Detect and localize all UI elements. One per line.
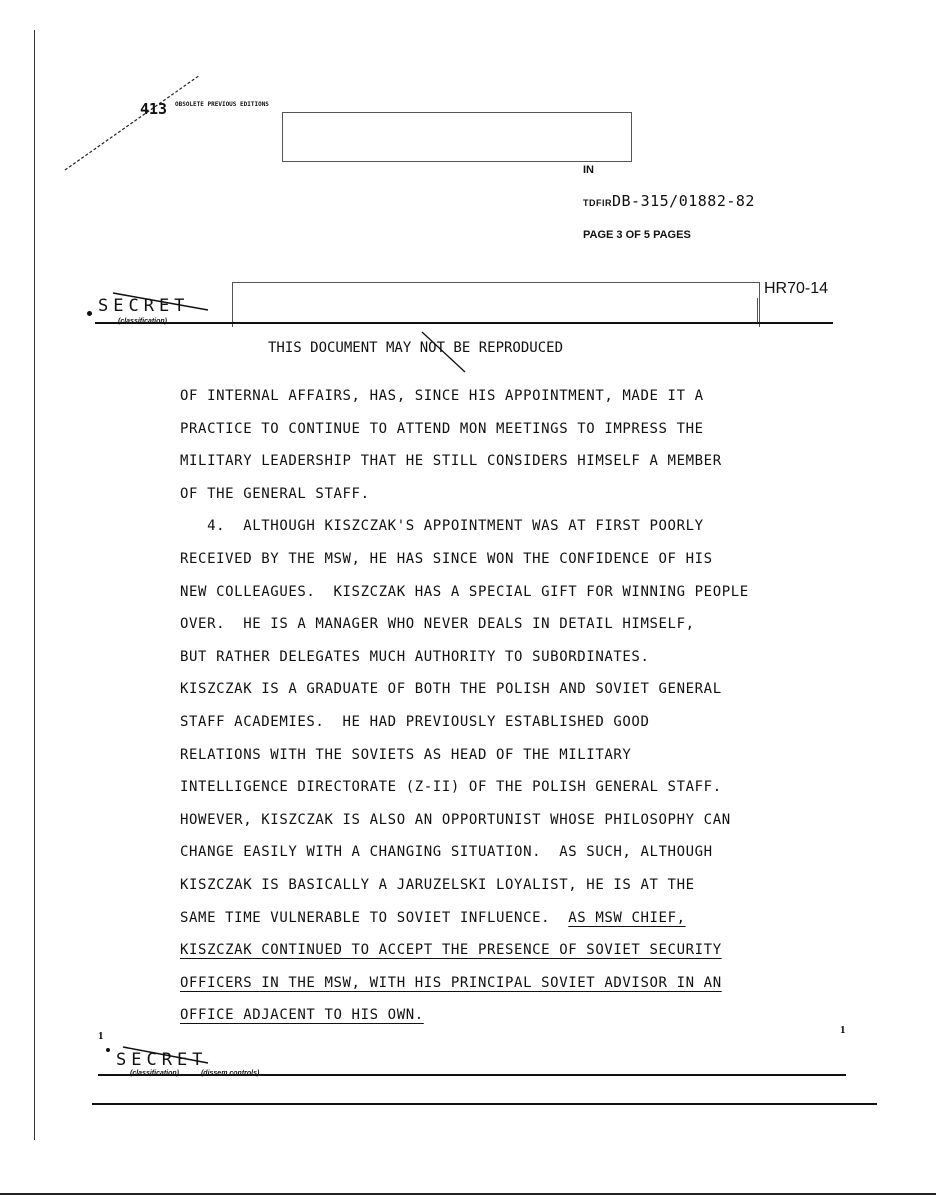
header-rule — [95, 322, 833, 324]
body-line: 4. ALTHOUGH KISZCZAK'S APPOINTMENT WAS AT FIRST POORLY — [180, 518, 704, 535]
body-line: OF INTERNAL AFFAIRS, HAS, SINCE HIS APPOINTMENT, MADE IT A — [180, 388, 704, 404]
strike-mark-top — [108, 288, 218, 318]
underlined-line: KISZCZAK CONTINUED TO ACCEPT THE PRESENCE OF SOVIET SECURITY — [180, 942, 722, 959]
reference-number — [583, 192, 755, 210]
in-label: IN — [583, 164, 594, 176]
body-line: KISZCZAK IS A GRADUATE OF BOTH THE POLISH AND SOVIET GENERAL — [180, 681, 722, 698]
body-line: MILITARY LEADERSHIP THAT HE STILL CONSIDERS HIMSELF A MEMBER — [180, 453, 722, 470]
body-line: RECEIVED BY THE MSW, HE HAS SINCE WON THE CONFIDENCE OF HIS — [180, 550, 713, 567]
bullet-dot — [87, 311, 92, 316]
footer-rule — [98, 1074, 846, 1076]
underlined-line: OFFICERS IN THE MSW, WITH HIS PRINCIPAL SOVIET ADVISOR IN AN — [180, 974, 722, 991]
form-number: 413 — [140, 100, 168, 118]
body-line: OF THE GENERAL STAFF. — [180, 485, 370, 502]
body-line: PRACTICE TO CONTINUE TO ATTEND MON MEETINGS TO IMPRESS THE — [180, 420, 704, 437]
footer-rule-lower — [92, 1103, 877, 1105]
classification-bottom: SECRET — [116, 1050, 208, 1070]
strike-mark-bottom — [118, 1043, 218, 1068]
underlined-text: AS MSW CHIEF, — [568, 909, 686, 926]
reference-value: DB-315/01882-82 — [612, 192, 755, 210]
body-line: BUT RATHER DELEGATES MUCH AUTHORITY TO SUBORDINATES. — [180, 648, 650, 665]
body-line: INTELLIGENCE DIRECTORATE (Z-II) OF THE POLISH GENERAL STAFF. — [180, 779, 722, 796]
body-line: KISZCZAK IS BASICALLY A JARUZELSKI LOYALIST, HE IS AT THE — [180, 876, 695, 893]
body-line: CHANGE EASILY WITH A CHANGING SITUATION. AS SUCH, ALTHOUGH — [180, 844, 713, 861]
page-bottom-rule — [0, 1193, 936, 1195]
release-marking: HR70-14 — [764, 280, 829, 297]
release-box — [757, 298, 834, 322]
body-text — [180, 380, 820, 1032]
reference-prefix: TDFIR — [583, 198, 612, 208]
redaction-box-top — [282, 112, 632, 162]
body-line: RELATIONS WITH THE SOVIETS AS HEAD OF THE MILITARY — [180, 746, 632, 763]
reproduction-notice: THIS DOCUMENT MAY NOT BE REPRODUCED — [268, 340, 564, 356]
page-mark-left: 1 — [98, 1030, 104, 1042]
redaction-box-middle — [232, 282, 760, 327]
body-line-text: SAME TIME VULNERABLE TO SOVIET INFLUENCE. — [180, 909, 551, 926]
body-line: NEW COLLEAGUES. KISZCZAK HAS A SPECIAL GIFT FOR WINNING PEOPLE — [180, 583, 749, 600]
body-line: HOWEVER, KISZCZAK IS ALSO AN OPPORTUNIST WHOSE PHILOSOPHY CAN — [180, 811, 731, 828]
underlined-line: OFFICE ADJACENT TO HIS OWN. — [180, 1007, 424, 1024]
classification-top: SECRET — [98, 296, 190, 316]
page-label: PAGE 3 OF 5 PAGES — [583, 229, 691, 241]
left-margin-rule — [34, 30, 35, 1140]
notice-strike-mark — [420, 330, 470, 375]
form-note: OBSOLETE PREVIOUS EDITIONS — [175, 101, 269, 108]
corner-stroke — [60, 70, 210, 180]
page-mark-right: 1 — [840, 1024, 846, 1036]
body-line: STAFF ACADEMIES. HE HAD PREVIOUSLY ESTABLISHED GOOD — [180, 713, 650, 730]
body-line: OVER. HE IS A MANAGER WHO NEVER DEALS IN DETAIL HIMSELF, — [180, 616, 695, 633]
body-line — [180, 902, 820, 935]
bullet-dot — [106, 1048, 110, 1052]
